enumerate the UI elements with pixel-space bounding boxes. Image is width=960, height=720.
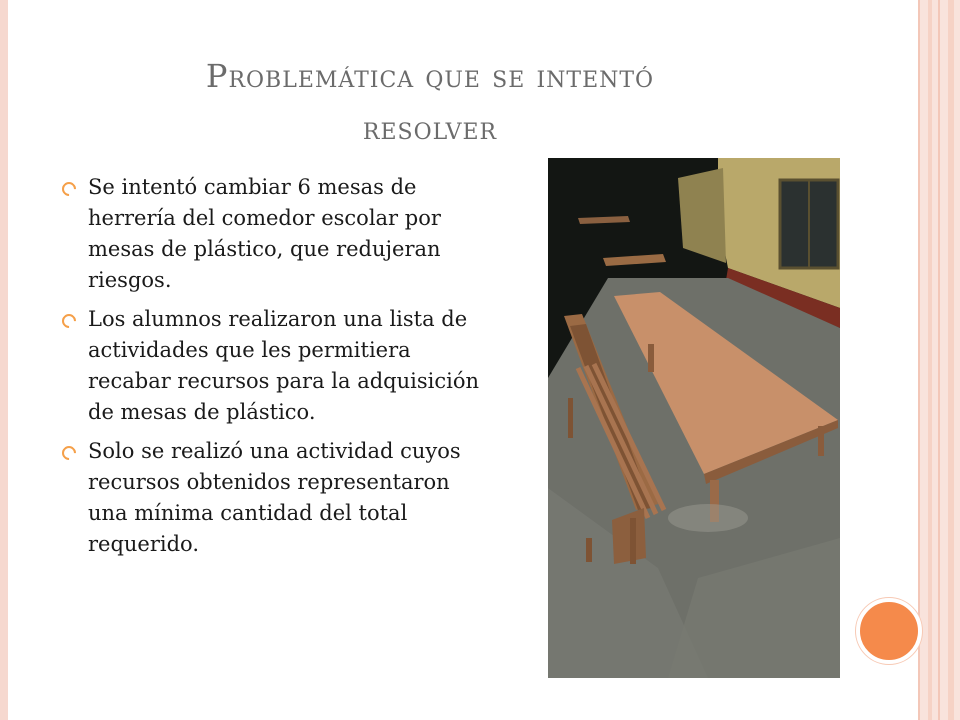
bullet-item	[62, 436, 492, 560]
photo-illustration	[548, 158, 840, 678]
stripe	[928, 0, 932, 720]
bullet-list	[62, 172, 492, 568]
bullet-icon	[59, 179, 79, 199]
left-border	[0, 0, 8, 720]
title-line-2: resolver	[362, 109, 498, 147]
bullet-item	[62, 172, 492, 296]
stripe	[938, 0, 940, 720]
stripe	[918, 0, 920, 720]
bullet-item	[62, 304, 492, 428]
slide-title	[60, 50, 800, 154]
bullet-text: Se intentó cambiar 6 mesas de herrería del comedor escolar por mesas de plástico, que redujeran riesgos.	[88, 175, 441, 292]
bullet-icon	[59, 311, 79, 331]
bullet-text: Solo se realizó una actividad cuyos recursos obtenidos representaron una mínima cantidad del total requerido.	[88, 439, 461, 556]
title-line-1: Problemática que se intentó	[205, 57, 655, 95]
photo-dining-tables	[548, 158, 840, 678]
bullet-text: Los alumnos realizaron una lista de actividades que les permitiera recabar recursos para la adquisición de mesas de plástico.	[88, 307, 479, 424]
orange-circle-decoration	[856, 598, 922, 664]
stripe	[948, 0, 954, 720]
bullet-icon	[59, 443, 79, 463]
